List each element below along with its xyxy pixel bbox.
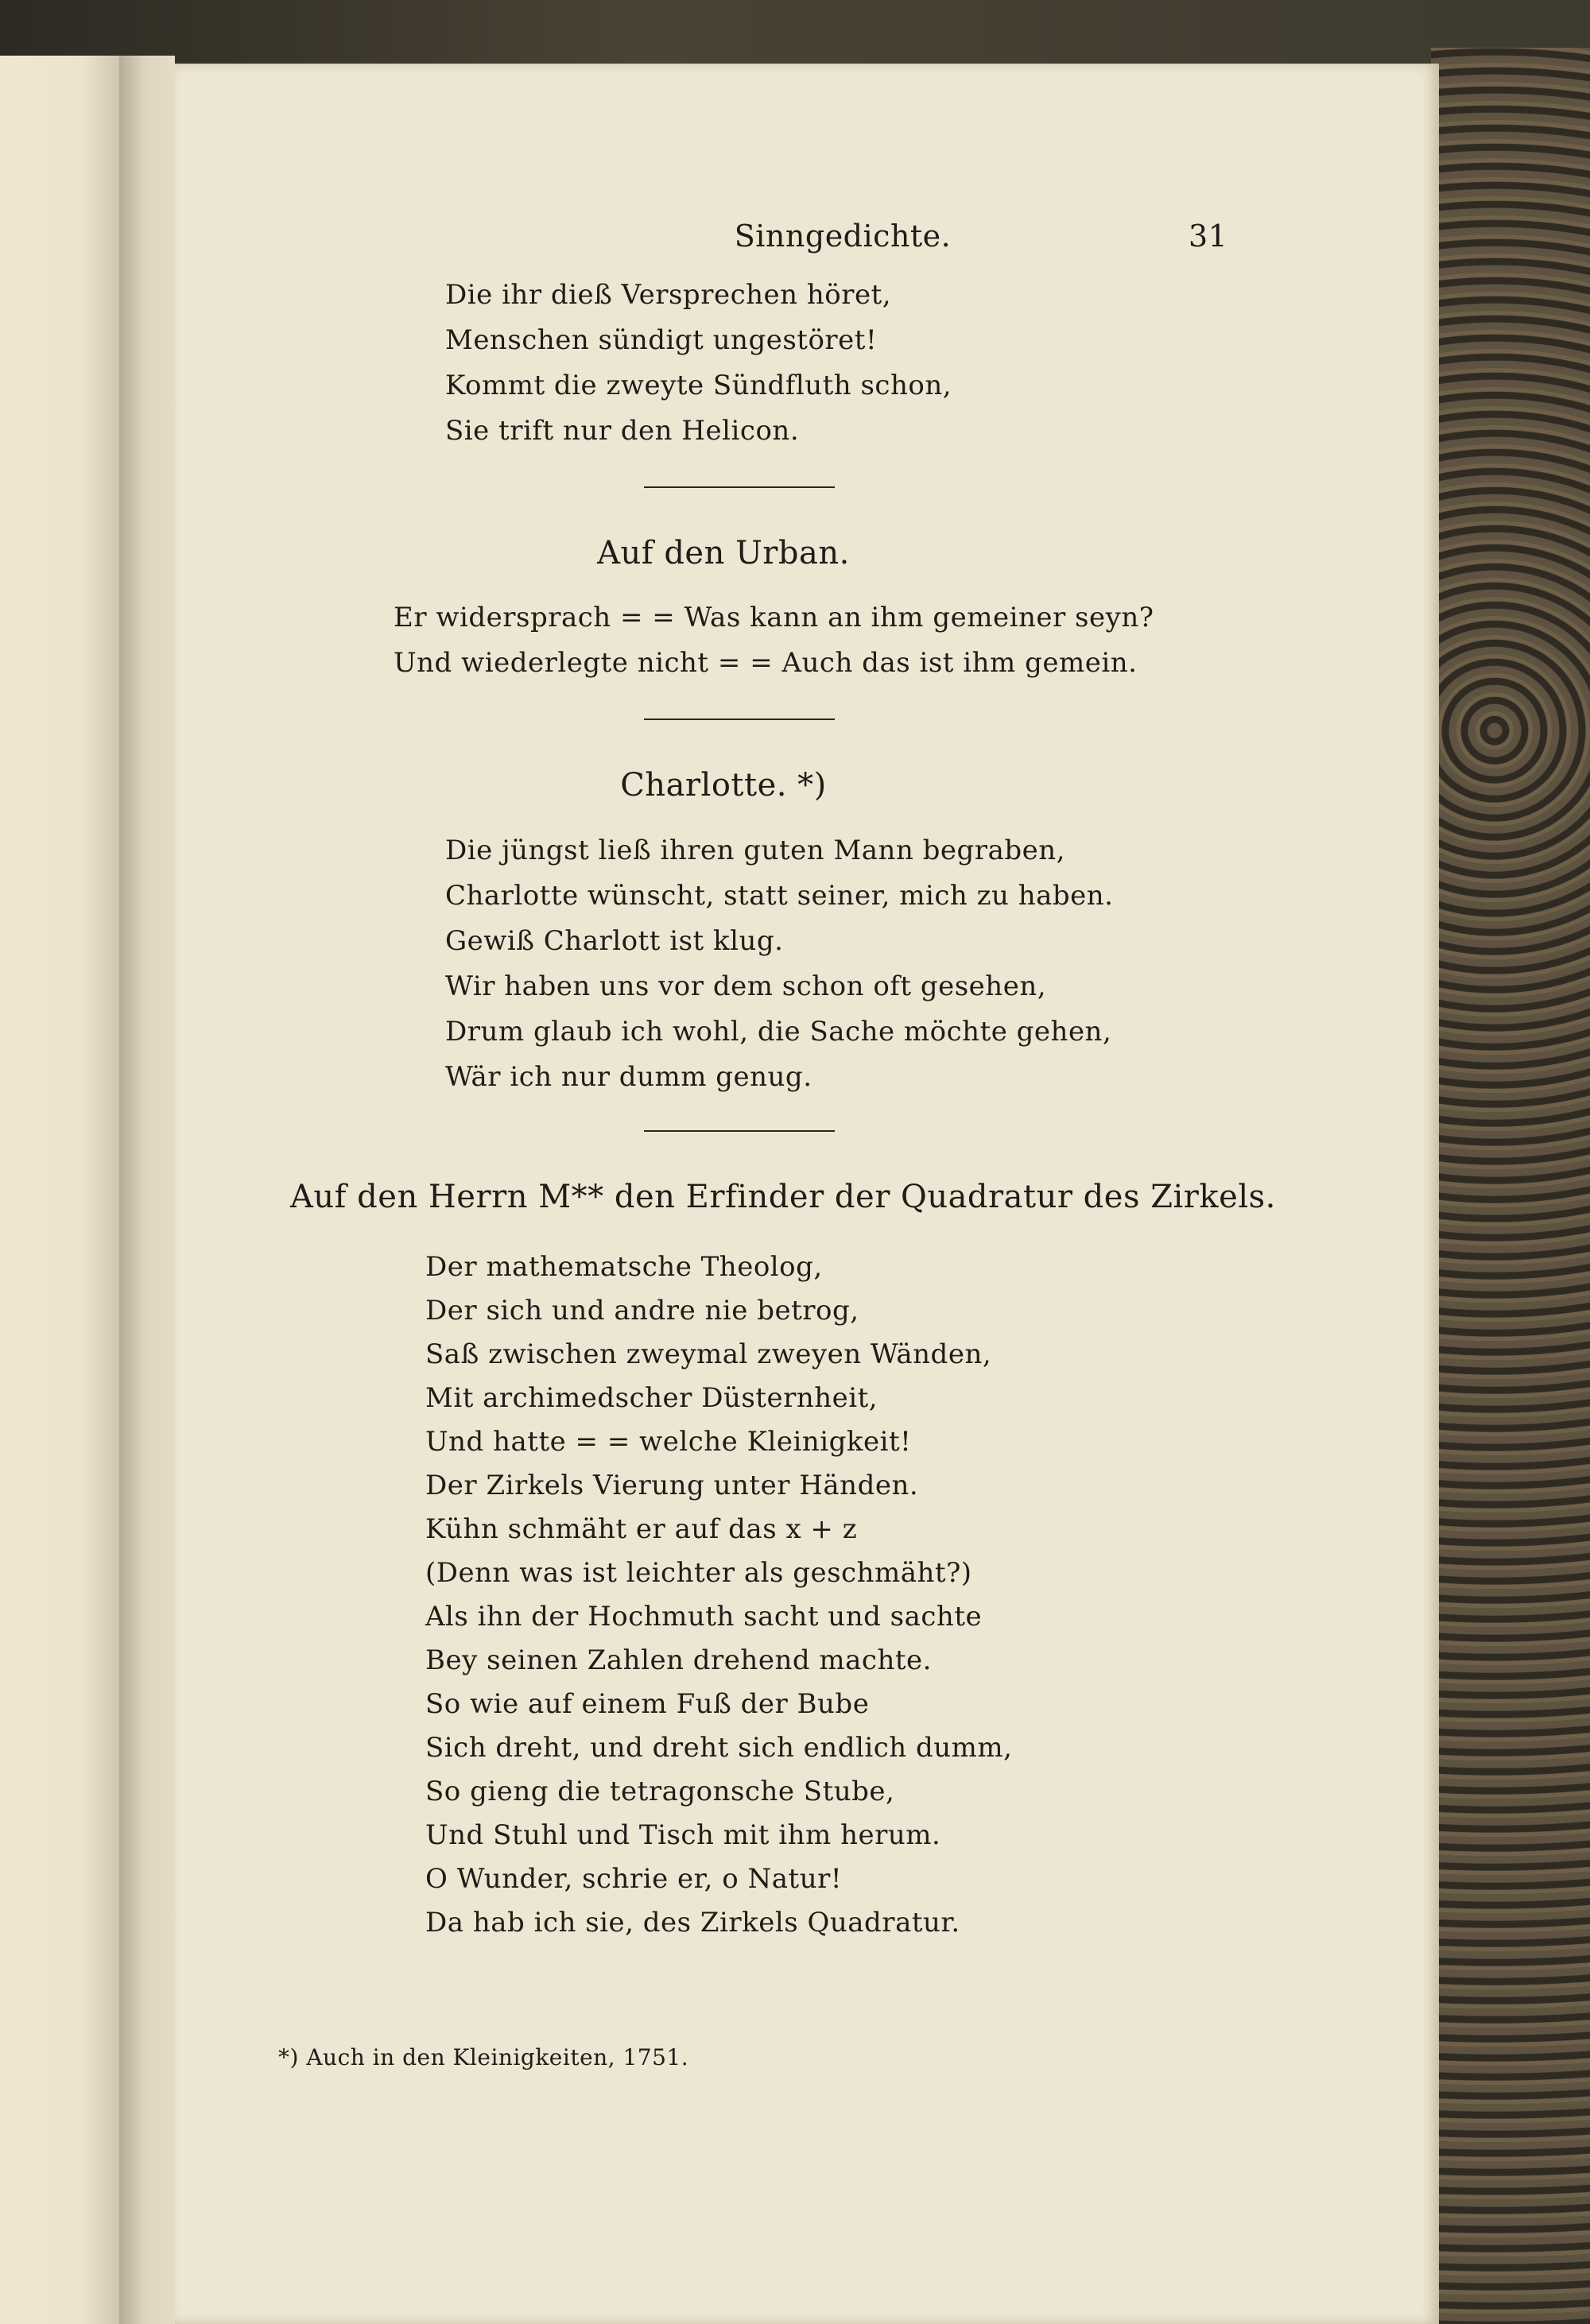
running-title: Sinngedichte.	[734, 219, 952, 254]
verse-line: Gewiß Charlott ist klug.	[445, 925, 784, 957]
poem-title-quadratur: Auf den Herrn M** den Erfinder der Quadratur des Zirkels.	[290, 1179, 1276, 1215]
verse-line: Der sich und andre nie betrog,	[425, 1295, 859, 1327]
verse-line: Und Stuhl und Tisch mit ihm herum.	[425, 1819, 941, 1851]
section-divider	[644, 719, 835, 720]
verse-line: Saß zwischen zweymal zweyen Wänden,	[425, 1338, 992, 1370]
verse-line: Die ihr dieß Versprechen höret,	[445, 279, 892, 311]
verse-line: Charlotte wünscht, statt seiner, mich zu haben.	[445, 880, 1114, 912]
verse-line: Menschen sündigt ungestöret!	[445, 324, 878, 356]
verse-line: (Denn was ist leichter als geschmäht?)	[425, 1557, 972, 1589]
verse-line: Bey seinen Zahlen drehend machte.	[425, 1644, 932, 1676]
verse-line: Und wiederlegte nicht = = Auch das ist ihm gemein.	[394, 647, 1138, 679]
verse-line: Der mathematsche Theolog,	[425, 1251, 823, 1283]
page-number: 31	[1189, 219, 1228, 254]
verse-line: Kommt die zweyte Sündfluth schon,	[445, 370, 952, 401]
verse-line: Wir haben uns vor dem schon oft gesehen,	[445, 970, 1047, 1002]
verse-line: Und hatte = = welche Kleinigkeit!	[425, 1426, 912, 1458]
verse-line: O Wunder, schrie er, o Natur!	[425, 1863, 843, 1895]
section-divider	[644, 1130, 835, 1132]
poem-title-charlotte: Charlotte. *)	[620, 767, 827, 804]
verse-line: Wär ich nur dumm genug.	[445, 1061, 812, 1093]
verse-line: Da hab ich sie, des Zirkels Quadratur.	[425, 1907, 960, 1939]
left-page-edge	[0, 56, 119, 2324]
verse-line: So wie auf einem Fuß der Bube	[425, 1688, 870, 1720]
verse-line: Er widersprach = = Was kann an ihm gemeiner seyn?	[394, 602, 1154, 633]
book-page	[175, 64, 1439, 2324]
verse-line: Kühn schmäht er auf das x + z	[425, 1513, 858, 1545]
marbled-cover-edge	[1431, 48, 1590, 2324]
verse-line: So gieng die tetragonsche Stube,	[425, 1776, 895, 1807]
footnote: *) Auch in den Kleinigkeiten, 1751.	[278, 2044, 689, 2070]
poem-title-urban: Auf den Urban.	[597, 535, 850, 571]
verse-line: Mit archimedscher Düsternheit,	[425, 1382, 878, 1414]
verse-line: Sich dreht, und dreht sich endlich dumm,	[425, 1732, 1013, 1764]
verse-line: Als ihn der Hochmuth sacht und sachte	[425, 1601, 983, 1633]
verse-line: Der Zirkels Vierung unter Händen.	[425, 1470, 919, 1501]
section-divider	[644, 486, 835, 488]
verse-line: Sie trift nur den Helicon.	[445, 415, 800, 447]
verse-line: Die jüngst ließ ihren guten Mann begraben,	[445, 835, 1065, 866]
verse-line: Drum glaub ich wohl, die Sache möchte gehen,	[445, 1016, 1112, 1048]
book-gutter	[119, 56, 175, 2324]
